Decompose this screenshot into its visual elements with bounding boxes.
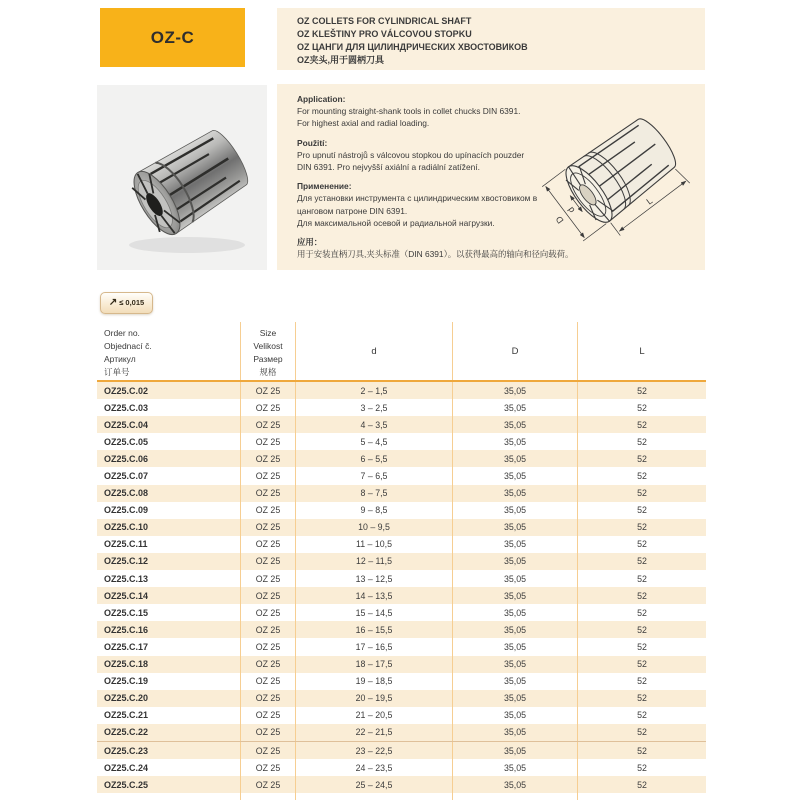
cell-size: OZ 25 bbox=[240, 604, 295, 621]
product-code: OZ-C bbox=[150, 27, 195, 47]
application-line: For highest axial and radial loading. bbox=[297, 118, 430, 129]
cell-size: OZ 25 bbox=[240, 485, 295, 502]
cell-d: 20 – 19,5 bbox=[295, 690, 452, 707]
dim-label-d: d bbox=[565, 205, 577, 216]
product-title-box bbox=[277, 8, 705, 70]
runout-value: ≤ 0,015 bbox=[119, 298, 145, 308]
cell-size: OZ 25 bbox=[240, 587, 295, 604]
cell-D: 35,05 bbox=[452, 724, 577, 741]
cell-D: 35,05 bbox=[452, 399, 577, 416]
application-heading: Použití: bbox=[297, 137, 328, 148]
cell-size: OZ 25 bbox=[240, 742, 295, 759]
table-row bbox=[97, 776, 706, 793]
cell-L: 52 bbox=[577, 638, 706, 655]
cell-d: 12 – 11,5 bbox=[295, 553, 452, 570]
cell-order: OZ25.C.25 bbox=[104, 779, 149, 790]
cell-order: OZ25.C.12 bbox=[104, 556, 149, 567]
cell-size: OZ 25 bbox=[240, 656, 295, 673]
product-code-box bbox=[100, 8, 245, 67]
cell-size: OZ 25 bbox=[240, 450, 295, 467]
runout-badge bbox=[100, 292, 153, 314]
cell-empty bbox=[295, 793, 452, 800]
table-row bbox=[97, 742, 706, 759]
application-line: DIN 6391. Pro nejvyšší axiální a radiální zatížení. bbox=[297, 162, 480, 173]
cell-D: 35,05 bbox=[452, 382, 577, 399]
text-line: OZ KLEŠTINY PRO VÁLCOVOU STOPKU bbox=[297, 29, 472, 39]
table-row bbox=[97, 519, 706, 536]
cell-L: 52 bbox=[577, 450, 706, 467]
table-row bbox=[97, 724, 706, 741]
application-line: цанговом патроне DIN 6391. bbox=[297, 205, 408, 216]
cell-d: 2 – 1,5 bbox=[295, 382, 452, 399]
cell-size: OZ 25 bbox=[240, 690, 295, 707]
cell-D: 35,05 bbox=[452, 656, 577, 673]
cell-order: OZ25.C.23 bbox=[104, 745, 149, 756]
cell-size: OZ 25 bbox=[240, 707, 295, 724]
cell-d: 5 – 4,5 bbox=[295, 433, 452, 450]
cell-order: OZ25.C.18 bbox=[104, 659, 149, 670]
cell-order: OZ25.C.04 bbox=[104, 419, 149, 430]
cell-D: 35,05 bbox=[452, 450, 577, 467]
collet-photo-illustration bbox=[97, 85, 267, 270]
cell-size: OZ 25 bbox=[240, 519, 295, 536]
cell-L: 52 bbox=[577, 570, 706, 587]
cell-size: OZ 25 bbox=[240, 467, 295, 484]
cell-size: OZ 25 bbox=[240, 776, 295, 793]
cell-size: OZ 25 bbox=[240, 621, 295, 638]
table-row bbox=[97, 553, 706, 570]
cell-d: 23 – 22,5 bbox=[295, 742, 452, 759]
table-row bbox=[97, 621, 706, 638]
text-line: OZ ЦАНГИ ДЛЯ ЦИЛИНДРИЧЕСКИХ ХВОСТОВИКОВ bbox=[297, 42, 528, 52]
cell-D: 35,05 bbox=[452, 570, 577, 587]
header-d: d bbox=[295, 322, 452, 380]
cell-d: 8 – 7,5 bbox=[295, 485, 452, 502]
cell-D: 35,05 bbox=[452, 587, 577, 604]
cell-size: OZ 25 bbox=[240, 399, 295, 416]
cell-L: 52 bbox=[577, 690, 706, 707]
cell-L: 52 bbox=[577, 587, 706, 604]
cell-size: OZ 25 bbox=[240, 638, 295, 655]
cell-L: 52 bbox=[577, 416, 706, 433]
runout-arrow-icon: ↗ bbox=[108, 297, 118, 308]
cell-L: 52 bbox=[577, 621, 706, 638]
cell-L: 52 bbox=[577, 673, 706, 690]
dim-label-L: L bbox=[644, 195, 655, 207]
cell-d: 6 – 5,5 bbox=[295, 450, 452, 467]
text-line: Order no. bbox=[104, 328, 140, 338]
cell-L: 52 bbox=[577, 399, 706, 416]
cell-order: OZ25.C.02 bbox=[104, 385, 149, 396]
cell-d: 18 – 17,5 bbox=[295, 656, 452, 673]
text-line: OZ夹头,用于圆柄刀具 bbox=[297, 55, 384, 65]
cell-D: 35,05 bbox=[452, 690, 577, 707]
table-row bbox=[97, 433, 706, 450]
cell-D: 35,05 bbox=[452, 604, 577, 621]
application-heading: Применение: bbox=[297, 181, 352, 192]
table-row bbox=[97, 587, 706, 604]
text-line: 规格 bbox=[259, 367, 277, 377]
application-line: Для установки инструмента с цилиндрическим хвостовиком в bbox=[297, 193, 538, 204]
table-row bbox=[97, 450, 706, 467]
cell-order: OZ25.C.08 bbox=[104, 488, 149, 499]
cell-size: OZ 25 bbox=[240, 553, 295, 570]
application-heading: Application: bbox=[297, 94, 346, 104]
cell-L: 52 bbox=[577, 724, 706, 741]
application-heading: 应用： bbox=[297, 237, 323, 248]
table-row bbox=[97, 707, 706, 724]
cell-d: 7 – 6,5 bbox=[295, 467, 452, 484]
cell-d: 11 – 10,5 bbox=[295, 536, 452, 553]
cell-d: 3 – 2,5 bbox=[295, 399, 452, 416]
cell-order: OZ25.C.22 bbox=[104, 727, 149, 738]
dimensions-table bbox=[97, 322, 706, 800]
cell-order: OZ25.C.16 bbox=[104, 624, 149, 635]
cell-D: 35,05 bbox=[452, 742, 577, 759]
table-row bbox=[97, 690, 706, 707]
cell-L: 52 bbox=[577, 536, 706, 553]
cell-order: OZ25.C.05 bbox=[104, 436, 149, 447]
cell-order: OZ25.C.15 bbox=[104, 607, 149, 618]
cell-D: 35,05 bbox=[452, 485, 577, 502]
cell-L: 52 bbox=[577, 656, 706, 673]
dimension-drawing bbox=[523, 102, 703, 257]
cell-size: OZ 25 bbox=[240, 673, 295, 690]
cell-L: 52 bbox=[577, 433, 706, 450]
table-row bbox=[97, 467, 706, 484]
cell-d: 4 – 3,5 bbox=[295, 416, 452, 433]
cell-d: 24 – 23,5 bbox=[295, 759, 452, 776]
table-row bbox=[97, 604, 706, 621]
cell-d: 21 – 20,5 bbox=[295, 707, 452, 724]
application-line: 用于安装直柄刀具,夹头标准（DIN 6391）。以获得最高的轴向和径向载荷。 bbox=[297, 249, 574, 260]
text-line: 订单号 bbox=[104, 367, 130, 377]
header-size bbox=[240, 322, 295, 380]
cell-order: OZ25.C.09 bbox=[104, 505, 149, 516]
cell-L: 52 bbox=[577, 759, 706, 776]
cell-order: OZ25.C.24 bbox=[104, 762, 149, 773]
cell-L: 52 bbox=[577, 502, 706, 519]
cell-d: 13 – 12,5 bbox=[295, 570, 452, 587]
cell-d: 22 – 21,5 bbox=[295, 724, 452, 741]
cell-order: OZ25.C.20 bbox=[104, 693, 149, 704]
cell-D: 35,05 bbox=[452, 759, 577, 776]
cell-D: 35,05 bbox=[452, 519, 577, 536]
cell-order: OZ25.C.17 bbox=[104, 641, 149, 652]
cell-d: 17 – 16,5 bbox=[295, 638, 452, 655]
cell-d: 15 – 14,5 bbox=[295, 604, 452, 621]
table-row bbox=[97, 399, 706, 416]
application-line: Для максимальной осевой и радиальной нагрузки. bbox=[297, 217, 495, 228]
text-line: Размер bbox=[253, 354, 283, 364]
header-D: D bbox=[452, 322, 577, 380]
cell-size: OZ 25 bbox=[240, 433, 295, 450]
cell-D: 35,05 bbox=[452, 416, 577, 433]
text-line: Objednací č. bbox=[104, 341, 152, 351]
cell-D: 35,05 bbox=[452, 536, 577, 553]
cell-empty bbox=[452, 793, 577, 800]
table-row-partial bbox=[97, 793, 706, 800]
table-row bbox=[97, 536, 706, 553]
cell-d: 14 – 13,5 bbox=[295, 587, 452, 604]
table-header bbox=[97, 322, 706, 382]
cell-empty bbox=[97, 793, 240, 800]
cell-L: 52 bbox=[577, 519, 706, 536]
cell-d: 10 – 9,5 bbox=[295, 519, 452, 536]
application-line: Pro upnutí nástrojů s válcovou stopkou do upínacích pouzder bbox=[297, 149, 525, 160]
cell-size: OZ 25 bbox=[240, 570, 295, 587]
cell-L: 52 bbox=[577, 382, 706, 399]
cell-D: 35,05 bbox=[452, 638, 577, 655]
text-line: Артикул bbox=[104, 354, 136, 364]
cell-empty bbox=[577, 793, 706, 800]
cell-order: OZ25.C.21 bbox=[104, 710, 149, 721]
dim-label-D: D bbox=[553, 214, 566, 226]
cell-size: OZ 25 bbox=[240, 759, 295, 776]
cell-order: OZ25.C.11 bbox=[104, 539, 148, 550]
cell-L: 52 bbox=[577, 776, 706, 793]
table-row bbox=[97, 638, 706, 655]
cell-D: 35,05 bbox=[452, 673, 577, 690]
header-L: L bbox=[577, 322, 706, 380]
cell-D: 35,05 bbox=[452, 502, 577, 519]
cell-D: 35,05 bbox=[452, 707, 577, 724]
cell-D: 35,05 bbox=[452, 553, 577, 570]
cell-size: OZ 25 bbox=[240, 536, 295, 553]
cell-d: 19 – 18,5 bbox=[295, 673, 452, 690]
cell-L: 52 bbox=[577, 707, 706, 724]
cell-size: OZ 25 bbox=[240, 382, 295, 399]
table-row bbox=[97, 673, 706, 690]
header-order-no bbox=[97, 322, 240, 380]
cell-d: 9 – 8,5 bbox=[295, 502, 452, 519]
cell-order: OZ25.C.07 bbox=[104, 471, 149, 482]
cell-order: OZ25.C.19 bbox=[104, 676, 149, 687]
cell-L: 52 bbox=[577, 467, 706, 484]
table-rows bbox=[97, 382, 706, 800]
application-line: For mounting straight-shank tools in collet chucks DIN 6391. bbox=[297, 106, 521, 117]
cell-size: OZ 25 bbox=[240, 502, 295, 519]
cell-size: OZ 25 bbox=[240, 416, 295, 433]
cell-order: OZ25.C.14 bbox=[104, 590, 149, 601]
cell-D: 35,05 bbox=[452, 433, 577, 450]
table-row bbox=[97, 416, 706, 433]
cell-order: OZ25.C.13 bbox=[104, 573, 149, 584]
cell-size: OZ 25 bbox=[240, 724, 295, 741]
text-line: OZ COLLETS FOR CYLINDRICAL SHAFT bbox=[297, 16, 472, 26]
cell-L: 52 bbox=[577, 485, 706, 502]
cell-L: 52 bbox=[577, 553, 706, 570]
cell-D: 35,05 bbox=[452, 467, 577, 484]
table-row bbox=[97, 759, 706, 776]
cell-D: 35,05 bbox=[452, 776, 577, 793]
cell-order: OZ25.C.06 bbox=[104, 453, 149, 464]
cell-L: 52 bbox=[577, 742, 706, 759]
table-row bbox=[97, 502, 706, 519]
cell-L: 52 bbox=[577, 604, 706, 621]
cell-D: 35,05 bbox=[452, 621, 577, 638]
table-row bbox=[97, 570, 706, 587]
cell-order: OZ25.C.03 bbox=[104, 402, 149, 413]
cell-empty bbox=[240, 793, 295, 800]
table-row bbox=[97, 382, 706, 399]
cell-d: 16 – 15,5 bbox=[295, 621, 452, 638]
product-photo bbox=[97, 85, 267, 270]
application-panel bbox=[277, 84, 705, 270]
text-line: Velikost bbox=[253, 341, 283, 351]
table-row bbox=[97, 485, 706, 502]
cell-d: 25 – 24,5 bbox=[295, 776, 452, 793]
table-row bbox=[97, 656, 706, 673]
text-line: Size bbox=[259, 328, 277, 338]
cell-order: OZ25.C.10 bbox=[104, 522, 149, 533]
